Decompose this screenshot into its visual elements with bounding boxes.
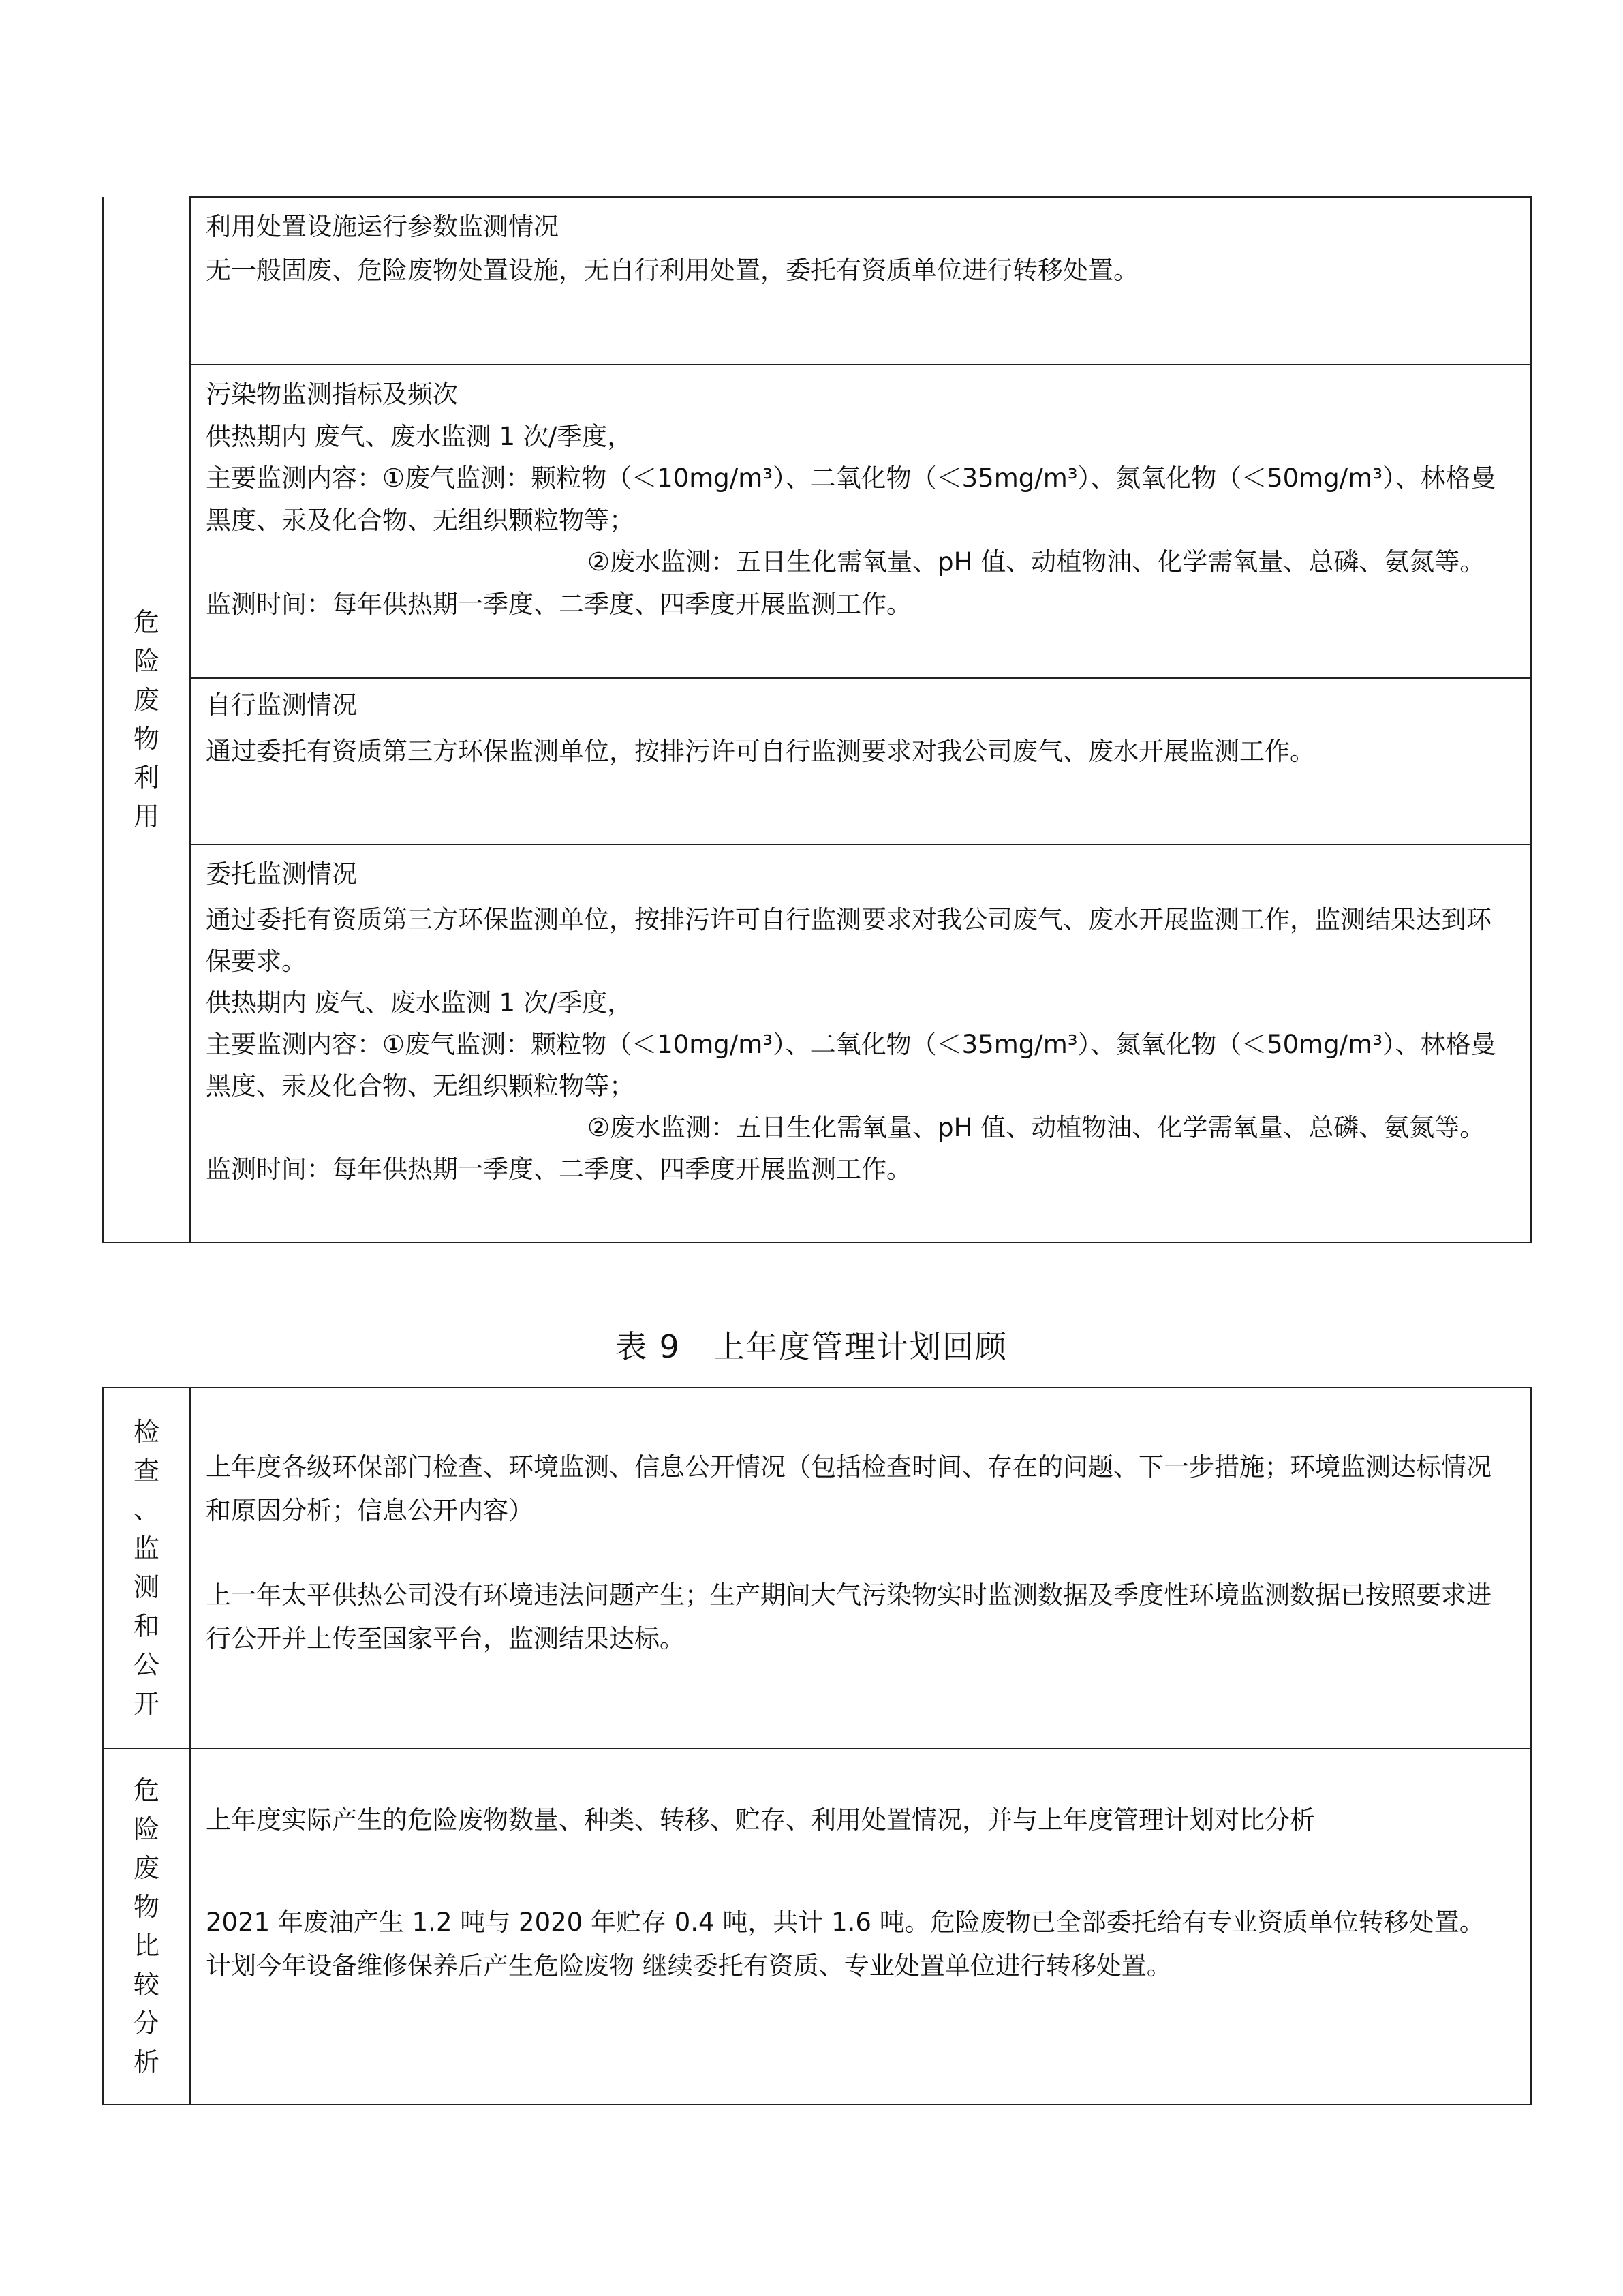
previous-year-review-table bbox=[102, 1387, 1532, 2105]
section-line: 供热期内 废气、废水监测 1 次/季度， bbox=[206, 988, 633, 1017]
section-line: ②废水监测：五日生化需氧量、pH 值、动植物油、化学需氧量、总磷、氨氮等。 bbox=[587, 547, 1485, 577]
review-body: 上一年太平供热公司没有环境违法问题产生；生产期间大气污染物实时监测数据及季度性环境监测数据已按照要求进行公开并上传至国家平台，监测结果达标。 bbox=[206, 1580, 1491, 1653]
side-label-hazardous-waste-utilization: 危 险 废 物 利 用 bbox=[133, 607, 159, 831]
section-line: 供热期内 废气、废水监测 1 次/季度， bbox=[206, 421, 633, 451]
section-line: 无一般固废、危险废物处置设施，无自行利用处置，委托有资质单位进行转移处置。 bbox=[206, 256, 1139, 285]
section-title: 利用处置设施运行参数监测情况 bbox=[206, 212, 559, 241]
review-title: 上年度各级环保部门检查、环境监测、信息公开情况（包括检查时间、存在的问题、下一步措施；环境监测达标情况和原因分析；信息公开内容） bbox=[206, 1452, 1491, 1525]
review-title: 上年度实际产生的危险废物数量、种类、转移、贮存、利用处置情况，并与上年度管理计划对比分析 bbox=[206, 1805, 1315, 1835]
side-label-cell bbox=[103, 197, 190, 1242]
section-title: 污染物监测指标及频次 bbox=[206, 380, 458, 409]
side-label-cell bbox=[103, 1749, 190, 2104]
side-label-inspection-monitoring-disclosure: 检 查 、 监 测 和 公 开 bbox=[133, 1417, 159, 1719]
section-title: 自行监测情况 bbox=[206, 690, 357, 720]
section-line: 监测时间：每年供热期一季度、二季度、四季度开展监测工作。 bbox=[206, 589, 912, 619]
section-line: 监测时间：每年供热期一季度、二季度、四季度开展监测工作。 bbox=[206, 1154, 912, 1184]
section-facility-monitoring bbox=[190, 197, 1531, 365]
section-line: 主要监测内容：①废气监测：颗粒物（＜10mg/m³）、二氧化物（＜35mg/m³）、氮氧化物（＜50mg/m³）、林格曼黑度、汞及化合物、无组织颗粒物等； bbox=[206, 463, 1496, 535]
review-body: 2021 年废油产生 1.2 吨与 2020 年贮存 0.4 吨，共计 1.6 吨。危险废物已全部委托给有专业资质单位转移处置。 计划今年设备维修保养后产生危险废物 继续委托有资质、专业处置单位进行转移处置。 bbox=[206, 1908, 1485, 1980]
section-title: 委托监测情况 bbox=[206, 859, 357, 889]
section-line: ②废水监测：五日生化需氧量、pH 值、动植物油、化学需氧量、总磷、氨氮等。 bbox=[587, 1113, 1485, 1142]
side-label-cell bbox=[103, 1388, 190, 1749]
section-pollutant-indicators bbox=[190, 365, 1531, 678]
section-line: 主要监测内容：①废气监测：颗粒物（＜10mg/m³）、二氧化物（＜35mg/m³）、氮氧化物（＜50mg/m³）、林格曼黑度、汞及化合物、无组织颗粒物等； bbox=[206, 1030, 1496, 1101]
section-entrusted-monitoring bbox=[190, 844, 1531, 1242]
table-caption: 表 9 上年度管理计划回顾 bbox=[615, 1328, 1008, 1365]
section-line: 通过委托有资质第三方环保监测单位，按排污许可自行监测要求对我公司废气、废水开展监测工作。 bbox=[206, 737, 1315, 766]
side-label-hazardous-waste-comparison: 危 险 废 物 比 较 分 析 bbox=[133, 1775, 159, 2077]
section-line: 通过委托有资质第三方环保监测单位，按排污许可自行监测要求对我公司废气、废水开展监测工作，监测结果达到环保要求。 bbox=[206, 905, 1491, 976]
section-self-monitoring bbox=[190, 678, 1531, 844]
review-inspection-cell bbox=[190, 1388, 1531, 1749]
review-hazardous-waste-cell bbox=[190, 1749, 1531, 2104]
hazardous-waste-utilization-table bbox=[102, 196, 1532, 1243]
